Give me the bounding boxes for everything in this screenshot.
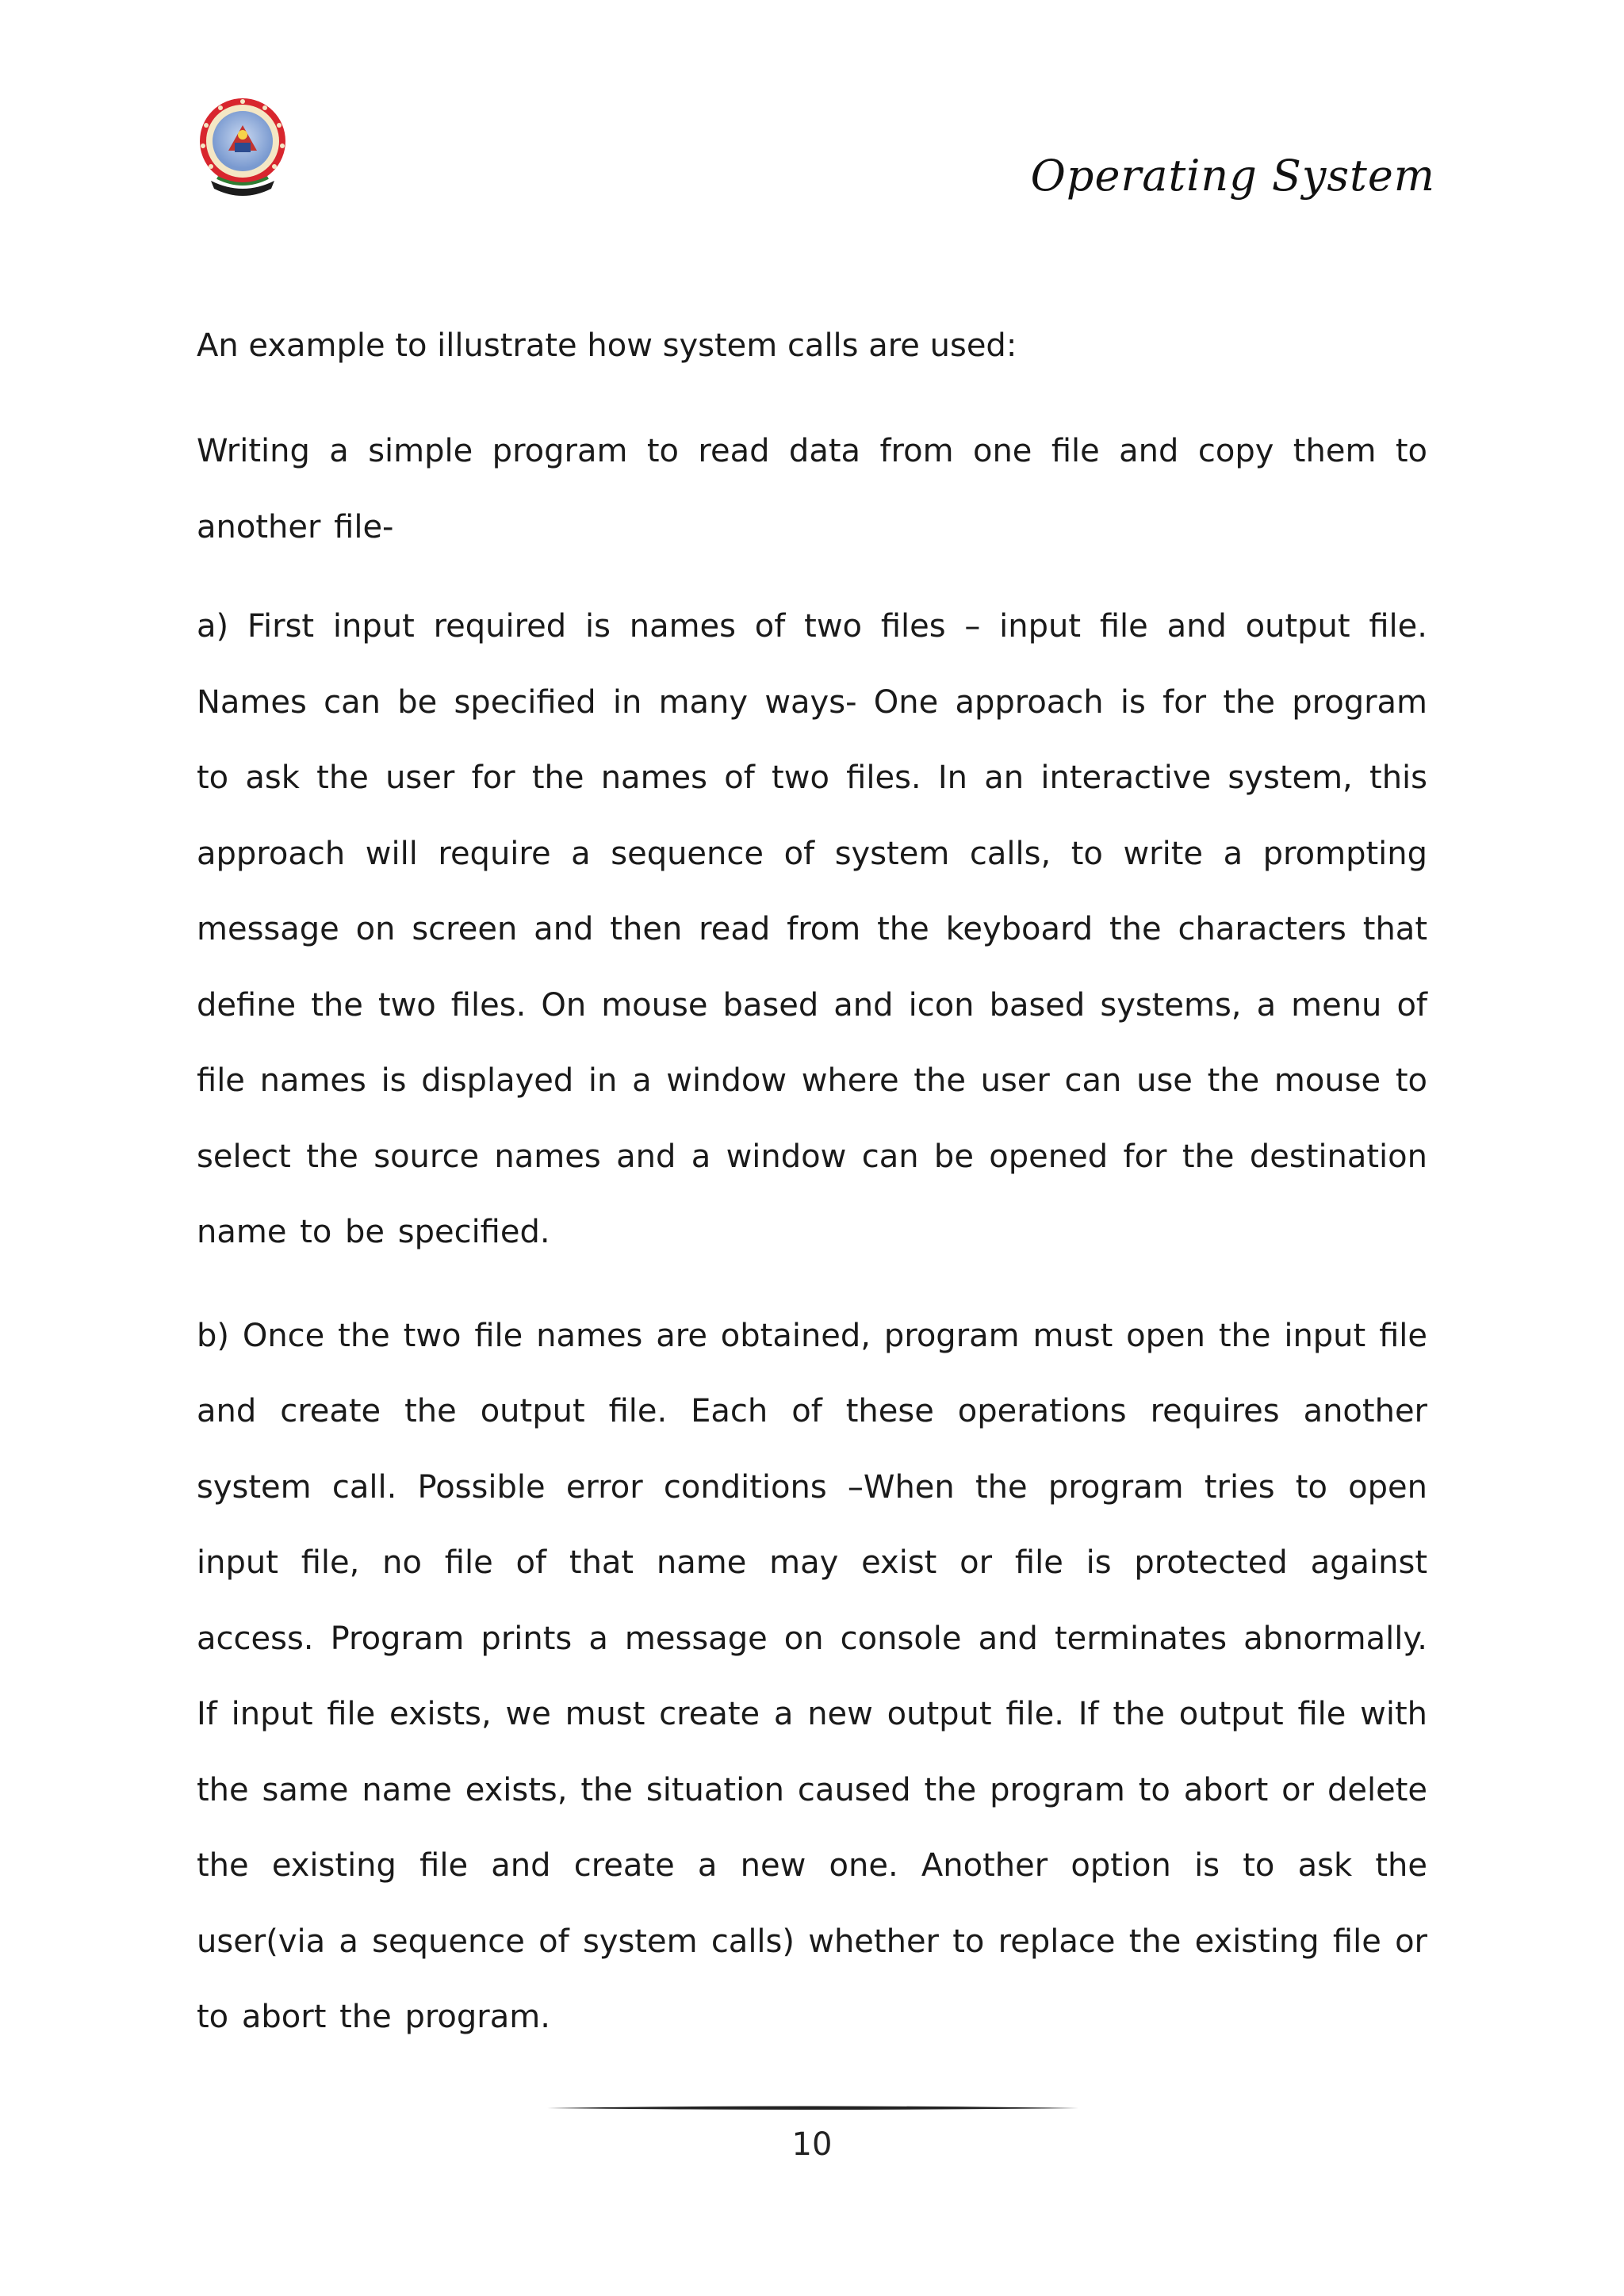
- page-number: 10: [791, 2126, 833, 2163]
- point-b-paragraph: b) Once the two file names are obtained, program must open the input file and create the output file. Each of these operations requires another system call. Possible error conditions –When the program tries to open input file, no file of that name may exist or file is protected against access. Program prints a message on console and terminates abnormally. If input file exists, we must create a new output file. If the output file with the same name exists, the situation caused the program to abort or delete the existing file and create a new one. Another option is to ask the user(via a sequence of system calls) whether to replace the existing file or to abort the program.: [197, 1317, 1427, 2035]
- intro-paragraph: Writing a simple program to read data from one file and copy them to another file-: [197, 433, 1427, 545]
- point-a-paragraph: a) First input required is names of two files – input file and output file. Names can be specified in many ways- One approach is for the program to ask the user for the names of two files. In an interactive system, this approach will require a sequence of system calls, to write a prompting message on screen and then read from the keyboard the characters that define the two files. On mouse based and icon based systems, a menu of file names is displayed in a window where the user can use the mouse to select the source names and a window can be opened for the destination name to be specified.: [197, 608, 1427, 1250]
- footer-divider: [547, 2106, 1078, 2110]
- college-seal-icon: [195, 95, 290, 198]
- header-title: Operating System: [1030, 151, 1435, 201]
- section-heading: An example to illustrate how system calls are used:: [197, 327, 1017, 364]
- page-content: [197, 317, 1427, 2084]
